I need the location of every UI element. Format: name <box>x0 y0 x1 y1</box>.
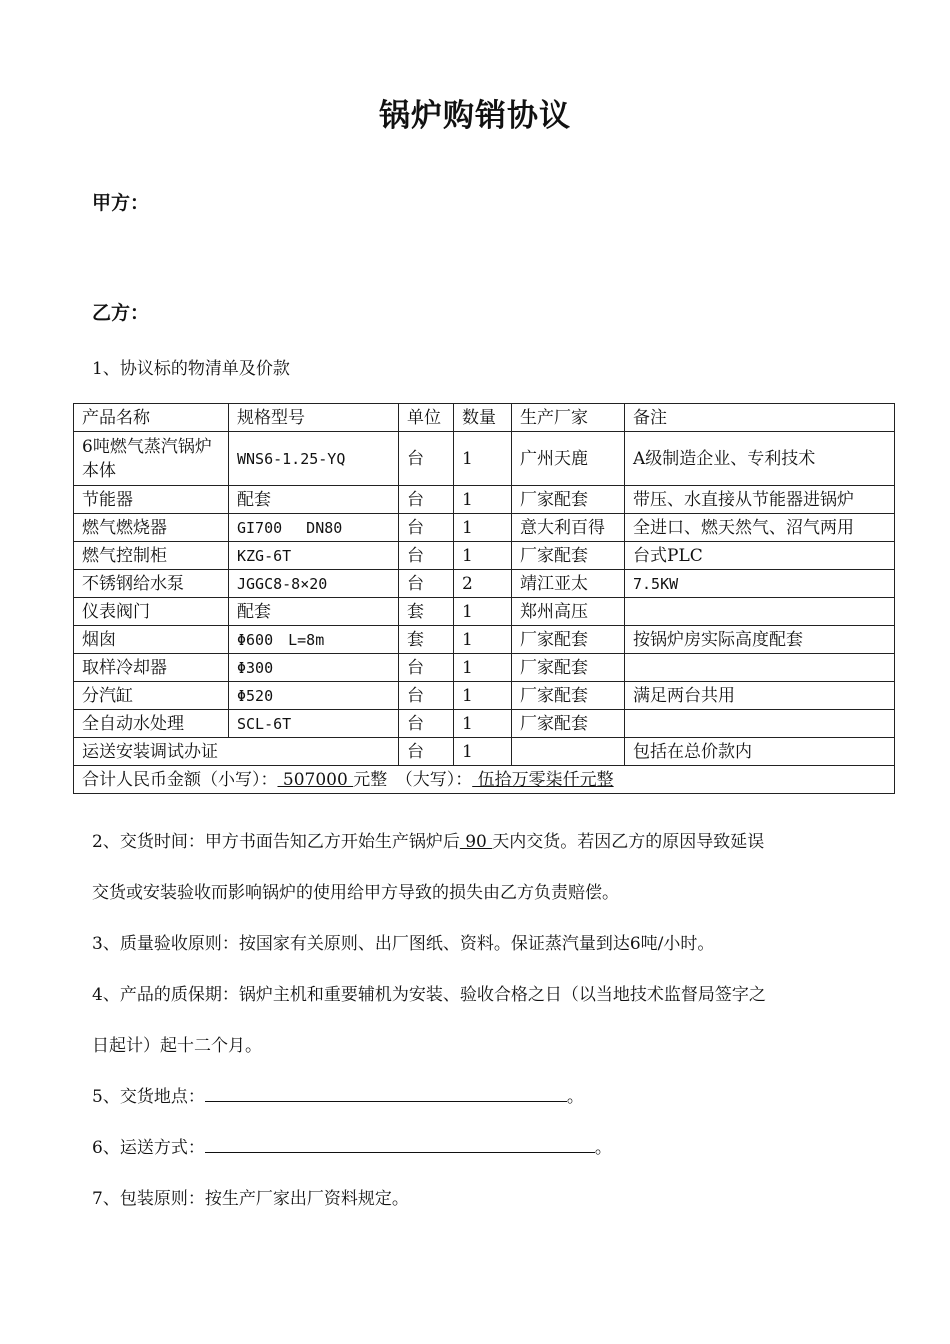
total-prefix: 合计人民币金额（小写）： <box>82 769 278 790</box>
table-row <box>74 654 895 682</box>
section-2-line-2: 交货或安装验收而影响锅炉的使用给甲方导致的损失由乙方负责赔偿。 <box>92 883 619 903</box>
section-2-text-b: 天内交货。若因乙方的原因导致延误 <box>492 832 765 852</box>
total-cell <box>74 766 895 794</box>
table-cell: KZG-6T <box>229 542 399 570</box>
table-cell: 燃气控制柜 <box>74 542 229 570</box>
table-cell: 套 <box>399 626 454 654</box>
transport-method-blank[interactable] <box>205 1136 595 1153</box>
table-cell: 按锅炉房实际高度配套 <box>625 626 895 654</box>
header-cell: 备注 <box>625 404 895 432</box>
table-cell: 仪表阀门 <box>74 598 229 626</box>
install-note-cell: 包括在总价款内 <box>625 738 895 766</box>
table-cell: Φ300 <box>229 654 399 682</box>
delivery-place-blank[interactable] <box>205 1085 567 1102</box>
section-4-line-2: 日起计）起十二个月。 <box>92 1036 262 1056</box>
total-small-suffix: 元整 （大写）： <box>353 769 473 790</box>
total-amount-big: 伍拾万零柒仟元整 <box>472 769 614 790</box>
table-cell: 1 <box>454 626 512 654</box>
transport-method-label: 6、运送方式： <box>92 1138 205 1158</box>
table-cell: 台 <box>399 432 454 486</box>
table-cell: 台 <box>399 514 454 542</box>
section-3: 3、质量验收原则：按国家有关原则、出厂图纸、资料。保证蒸汽量到达6吨/小时。 <box>92 934 715 954</box>
header-cell: 数量 <box>454 404 512 432</box>
table-cell: 台式PLC <box>625 542 895 570</box>
table-cell: 台 <box>399 542 454 570</box>
table-cell: 台 <box>399 682 454 710</box>
table-row <box>74 598 895 626</box>
table-cell: 1 <box>454 598 512 626</box>
table-cell: 1 <box>454 514 512 542</box>
section-7: 7、包装原则：按生产厂家出厂资料规定。 <box>92 1189 409 1209</box>
install-name-cell: 运送安装调试办证 <box>74 738 399 766</box>
total-row <box>74 766 895 794</box>
table-cell: 厂家配套 <box>512 542 625 570</box>
table-cell <box>625 654 895 682</box>
section-1-heading: 1、协议标的物清单及价款 <box>92 359 290 379</box>
table-cell: 燃气燃烧器 <box>74 514 229 542</box>
table-cell: Φ520 <box>229 682 399 710</box>
table-cell: 满足两台共用 <box>625 682 895 710</box>
total-amount-small: 507000 <box>277 769 354 790</box>
header-cell: 规格型号 <box>229 404 399 432</box>
table-cell <box>625 710 895 738</box>
install-unit-cell: 台 <box>399 738 454 766</box>
table-cell: 台 <box>399 654 454 682</box>
install-row <box>74 738 895 766</box>
table-cell: 厂家配套 <box>512 654 625 682</box>
table-cell: 7.5KW <box>625 570 895 598</box>
table-row <box>74 710 895 738</box>
table-row <box>74 682 895 710</box>
table-cell: 1 <box>454 682 512 710</box>
table-cell: 1 <box>454 432 512 486</box>
table-cell: Φ600 L=8m <box>229 626 399 654</box>
table-cell: 配套 <box>229 486 399 514</box>
header-cell: 产品名称 <box>74 404 229 432</box>
table-cell: 全自动水处理 <box>74 710 229 738</box>
party-a-label: 甲方： <box>92 192 150 214</box>
section-2-text-a: 2、交货时间：甲方书面告知乙方开始生产锅炉后 <box>92 832 460 852</box>
table-cell: JGGC8-8×20 <box>229 570 399 598</box>
table-cell: 带压、水直接从节能器进锅炉 <box>625 486 895 514</box>
table-cell: 1 <box>454 654 512 682</box>
header-cell: 单位 <box>399 404 454 432</box>
table-row <box>74 626 895 654</box>
delivery-days: 90 <box>459 832 493 852</box>
table-cell: 意大利百得 <box>512 514 625 542</box>
table-cell: 厂家配套 <box>512 486 625 514</box>
table-cell: 台 <box>399 710 454 738</box>
document-title: 锅炉购销协议 <box>379 98 571 134</box>
table-cell: 郑州高压 <box>512 598 625 626</box>
table-cell: 厂家配套 <box>512 682 625 710</box>
item-price-table <box>73 403 895 794</box>
table-row <box>74 542 895 570</box>
table-cell: 全进口、燃天然气、沼气两用 <box>625 514 895 542</box>
table-cell: 烟囱 <box>74 626 229 654</box>
table-cell: GI700 DN80 <box>229 514 399 542</box>
table-cell: 1 <box>454 542 512 570</box>
install-maker-cell <box>512 738 625 766</box>
period: 。 <box>594 1138 612 1158</box>
period: 。 <box>566 1087 584 1107</box>
section-2-line-1 <box>92 827 764 852</box>
table-row <box>74 570 895 598</box>
install-qty-cell: 1 <box>454 738 512 766</box>
table-cell: SCL-6T <box>229 710 399 738</box>
table-row <box>74 486 895 514</box>
section-4-line-1: 4、产品的质保期：锅炉主机和重要辅机为安装、验收合格之日（以当地技术监督局签字之 <box>92 985 766 1005</box>
table-cell: 台 <box>399 486 454 514</box>
table-row <box>74 432 895 486</box>
table-cell: 分汽缸 <box>74 682 229 710</box>
table-cell: 厂家配套 <box>512 710 625 738</box>
table-cell: 台 <box>399 570 454 598</box>
delivery-place-label: 5、交货地点： <box>92 1087 205 1107</box>
table-cell: 取样冷却器 <box>74 654 229 682</box>
table-cell: 厂家配套 <box>512 626 625 654</box>
table-header-row <box>74 404 895 432</box>
header-cell: 生产厂家 <box>512 404 625 432</box>
table-cell: A级制造企业、专利技术 <box>625 432 895 486</box>
table-cell: 1 <box>454 710 512 738</box>
table-cell: 套 <box>399 598 454 626</box>
table-cell: WNS6-1.25-YQ <box>229 432 399 486</box>
table-row <box>74 514 895 542</box>
table-cell: 靖江亚太 <box>512 570 625 598</box>
table-cell: 1 <box>454 486 512 514</box>
table-cell: 6吨燃气蒸汽锅炉本体 <box>74 432 229 486</box>
table-cell: 配套 <box>229 598 399 626</box>
section-5 <box>92 1082 584 1107</box>
party-b-label: 乙方： <box>92 302 150 324</box>
table-cell: 节能器 <box>74 486 229 514</box>
section-6 <box>92 1133 612 1158</box>
table-cell <box>625 598 895 626</box>
table-cell: 不锈钢给水泵 <box>74 570 229 598</box>
table-cell: 2 <box>454 570 512 598</box>
table-cell: 广州天鹿 <box>512 432 625 486</box>
